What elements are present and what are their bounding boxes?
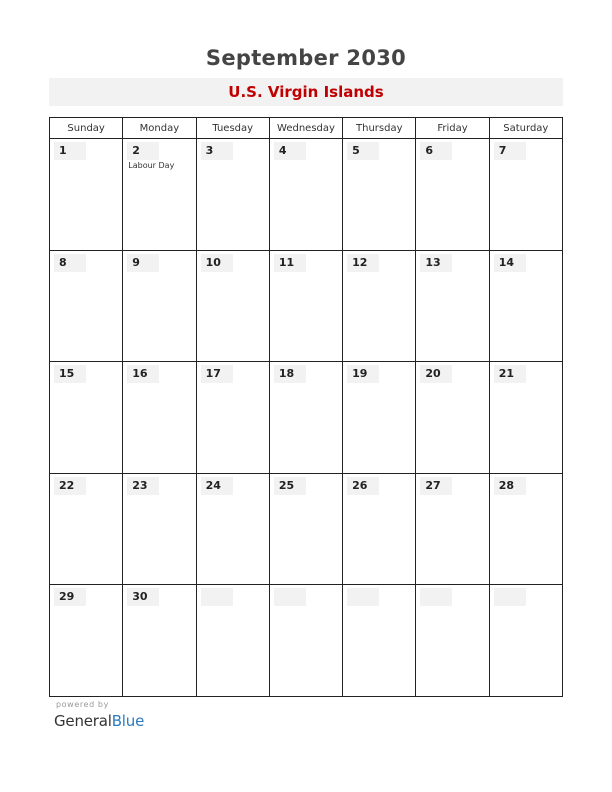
day-number: 4 [278, 144, 287, 157]
day-number: 6 [425, 144, 434, 157]
day-cell [122, 251, 195, 362]
day-number: 14 [498, 255, 514, 269]
day-cell [50, 474, 122, 585]
day-cell [269, 362, 342, 473]
day-number: 19 [352, 367, 368, 381]
day-number: 8 [59, 255, 67, 269]
day-cell [50, 362, 122, 473]
day-cell [196, 251, 269, 362]
day-cell [342, 139, 415, 250]
day-number: 21 [498, 367, 514, 381]
day-number-shade [274, 588, 306, 606]
week-row [50, 361, 562, 473]
day-number: 17 [205, 367, 221, 381]
page-title: September 2030 [205, 46, 407, 70]
day-cell [342, 251, 415, 362]
day-number: 20 [425, 367, 441, 381]
week-row [50, 250, 562, 362]
day-cell [415, 474, 488, 585]
day-cell [415, 362, 488, 473]
day-cell [50, 585, 122, 696]
day-cell [196, 585, 269, 696]
powered-by-label: powered by [56, 700, 109, 709]
day-cell [489, 585, 562, 696]
day-number: 23 [132, 478, 148, 492]
day-number: 10 [205, 255, 221, 269]
weekday-sunday: Sunday [67, 122, 105, 134]
day-number-shade [420, 588, 452, 606]
day-number: 13 [425, 255, 441, 269]
weekday-friday: Friday [415, 118, 488, 138]
day-cell [269, 585, 342, 696]
day-cell [489, 362, 562, 473]
day-cell [122, 585, 195, 696]
day-cell [489, 251, 562, 362]
day-number: 12 [352, 255, 368, 269]
day-number: 27 [425, 478, 441, 492]
day-cell [342, 585, 415, 696]
day-number-shade [347, 588, 379, 606]
day-cell [489, 139, 562, 250]
day-cell [342, 474, 415, 585]
day-cell [269, 474, 342, 585]
day-cell [415, 139, 488, 250]
weekday-saturday: Saturday [489, 118, 562, 138]
day-cell [50, 251, 122, 362]
day-cell [122, 474, 195, 585]
day-number: 29 [59, 590, 75, 604]
day-number: 24 [205, 478, 221, 492]
day-cell [342, 362, 415, 473]
day-number: 26 [352, 478, 368, 492]
day-number-shade [201, 588, 233, 606]
brand-logo [54, 712, 144, 730]
day-number: 7 [498, 144, 507, 157]
day-cell [196, 362, 269, 473]
day-cell [196, 139, 269, 250]
day-number: 5 [352, 144, 360, 157]
day-number: 3 [205, 144, 214, 157]
weekday-header-row [50, 118, 562, 139]
week-row [50, 473, 562, 585]
day-number: 1 [59, 144, 67, 157]
day-number-shade [494, 588, 526, 606]
day-number: 15 [59, 367, 75, 381]
day-number: 2 [132, 144, 140, 157]
weekday-monday: Monday [122, 118, 195, 138]
week-row [50, 139, 562, 250]
day-number: 11 [278, 255, 295, 269]
day-number: 30 [132, 590, 148, 604]
holiday-label: Labour Day [128, 161, 175, 170]
month-grid [49, 117, 563, 697]
day-number: 18 [278, 367, 295, 381]
region-banner [49, 78, 563, 106]
day-cell [122, 139, 195, 250]
day-cell [415, 251, 488, 362]
day-cell [50, 139, 122, 250]
day-number: 22 [59, 478, 75, 492]
day-cell [489, 474, 562, 585]
day-cell [196, 474, 269, 585]
day-cell [415, 585, 488, 696]
day-cell [269, 251, 342, 362]
week-row [50, 584, 562, 696]
day-number: 9 [132, 255, 140, 269]
brand-general: General [54, 712, 112, 730]
day-number: 28 [498, 478, 514, 492]
day-cell [269, 139, 342, 250]
brand-blue: Blue [111, 712, 145, 730]
weeks-container [50, 139, 562, 696]
day-number: 25 [278, 478, 295, 492]
region-name: U.S. Virgin Islands [228, 83, 384, 101]
day-cell [122, 362, 195, 473]
weekday-wednesday: Wednesday [269, 118, 342, 138]
day-number: 16 [132, 367, 148, 381]
weekday-tuesday: Tuesday [196, 118, 269, 138]
weekday-thursday: Thursday [342, 118, 415, 138]
